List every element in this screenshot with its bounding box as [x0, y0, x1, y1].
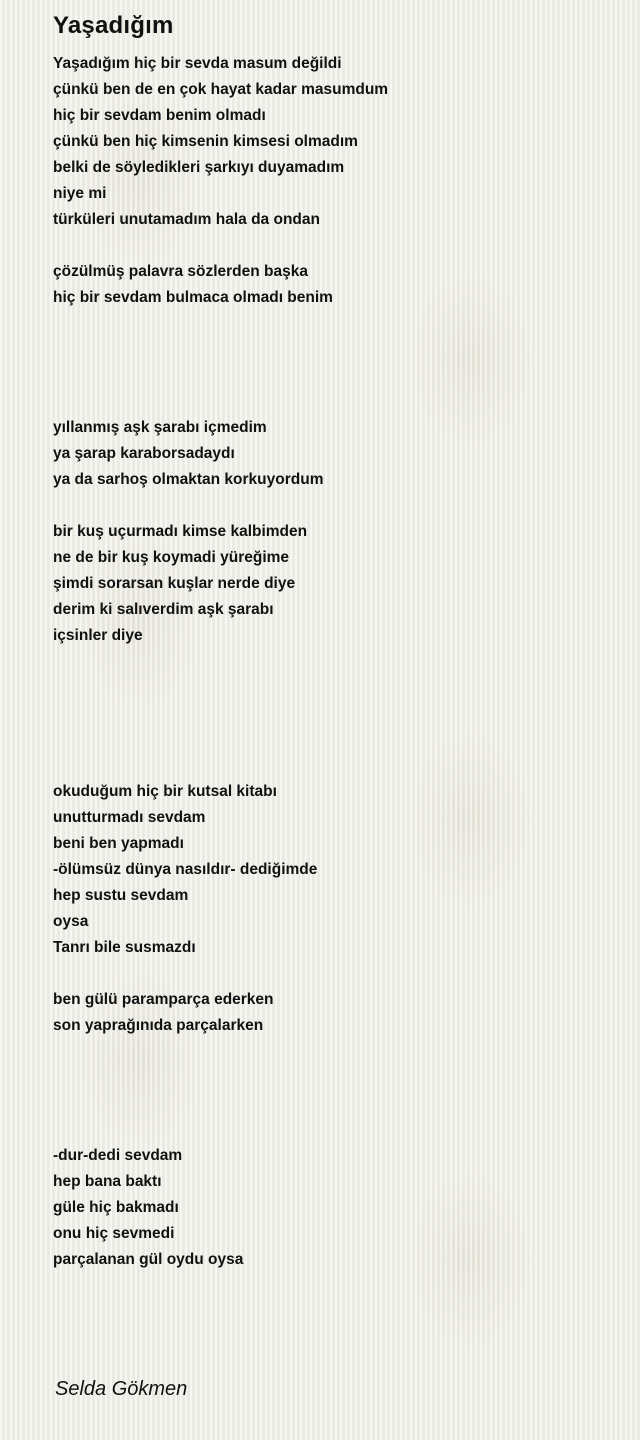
poem-line: Yaşadığım hiç bir sevda masum değildi	[53, 55, 342, 72]
poem-title: Yaşadığım	[53, 12, 174, 39]
poem-line: son yaprağınıda parçalarken	[53, 1017, 264, 1034]
poem-line: içsinler diye	[53, 627, 143, 644]
poem-blank-line	[53, 311, 613, 337]
poem-line: hiç bir sevdam bulmaca olmadı benim	[53, 289, 333, 306]
poem-blank-line	[53, 675, 613, 701]
poem-line: okuduğum hiç bir kutsal kitabı	[53, 783, 277, 800]
poem-blank-line	[53, 493, 613, 519]
poem-line: yıllanmış aşk şarabı içmedim	[53, 419, 267, 436]
poem-line: hiç bir sevdam benim olmadı	[53, 107, 266, 124]
poem-line: parçalanan gül oydu oysa	[53, 1251, 244, 1268]
poem-line: çünkü ben de en çok hayat kadar masumdum	[53, 81, 389, 98]
poem-line: onu hiç sevmedi	[53, 1225, 175, 1242]
poem-blank-line	[53, 649, 613, 675]
poem-line: oysa	[53, 913, 89, 930]
poem-blank-line	[53, 389, 613, 415]
poem-line: hep sustu sevdam	[53, 887, 189, 904]
poem-blank-line	[53, 1039, 613, 1065]
poem-line: ya şarap karaborsadaydı	[53, 445, 235, 462]
poem-line: hep bana baktı	[53, 1173, 162, 1190]
poem-line: bir kuş uçurmadı kimse kalbimden	[53, 523, 308, 540]
poem-blank-line	[53, 701, 613, 727]
poem-line: ben gülü paramparça ederken	[53, 991, 274, 1008]
poem-line: -dur-dedi sevdam	[53, 1147, 183, 1164]
poem-line: unutturmadı sevdam	[53, 809, 206, 826]
poem-line: -ölümsüz dünya nasıldır- dediğimde	[53, 861, 318, 878]
poem-line: güle hiç bakmadı	[53, 1199, 179, 1216]
poem-line: niye mi	[53, 185, 107, 202]
poem-author: Selda Gökmen	[55, 1378, 188, 1400]
poem-line: belki de söyledikleri şarkıyı duyamadım	[53, 159, 345, 176]
poem-blank-line	[53, 233, 613, 259]
poem-line: çözülmüş palavra sözlerden başka	[53, 263, 308, 280]
poem-blank-line	[53, 753, 613, 779]
poem-blank-line	[53, 1117, 613, 1143]
poem-line: ya da sarhoş olmaktan korkuyordum	[53, 471, 324, 488]
poem-line: derim ki salıverdim aşk şarabı	[53, 601, 274, 618]
poem-line: çünkü ben hiç kimsenin kimsesi olmadım	[53, 133, 358, 150]
poem-line: beni ben yapmadı	[53, 835, 184, 852]
poem-blank-line	[53, 363, 613, 389]
poem-line: Tanrı bile susmazdı	[53, 939, 196, 956]
poem-line: türküleri unutamadım hala da ondan	[53, 211, 320, 228]
poem-blank-line	[53, 1091, 613, 1117]
poem-blank-line	[53, 337, 613, 363]
poem-line: ne de bir kuş koymadi yüreğime	[53, 549, 290, 566]
poem-blank-line	[53, 727, 613, 753]
poem-body	[53, 51, 613, 1273]
poem-blank-line	[53, 961, 613, 987]
poem-line: şimdi sorarsan kuşlar nerde diye	[53, 575, 296, 592]
poem-blank-line	[53, 1065, 613, 1091]
